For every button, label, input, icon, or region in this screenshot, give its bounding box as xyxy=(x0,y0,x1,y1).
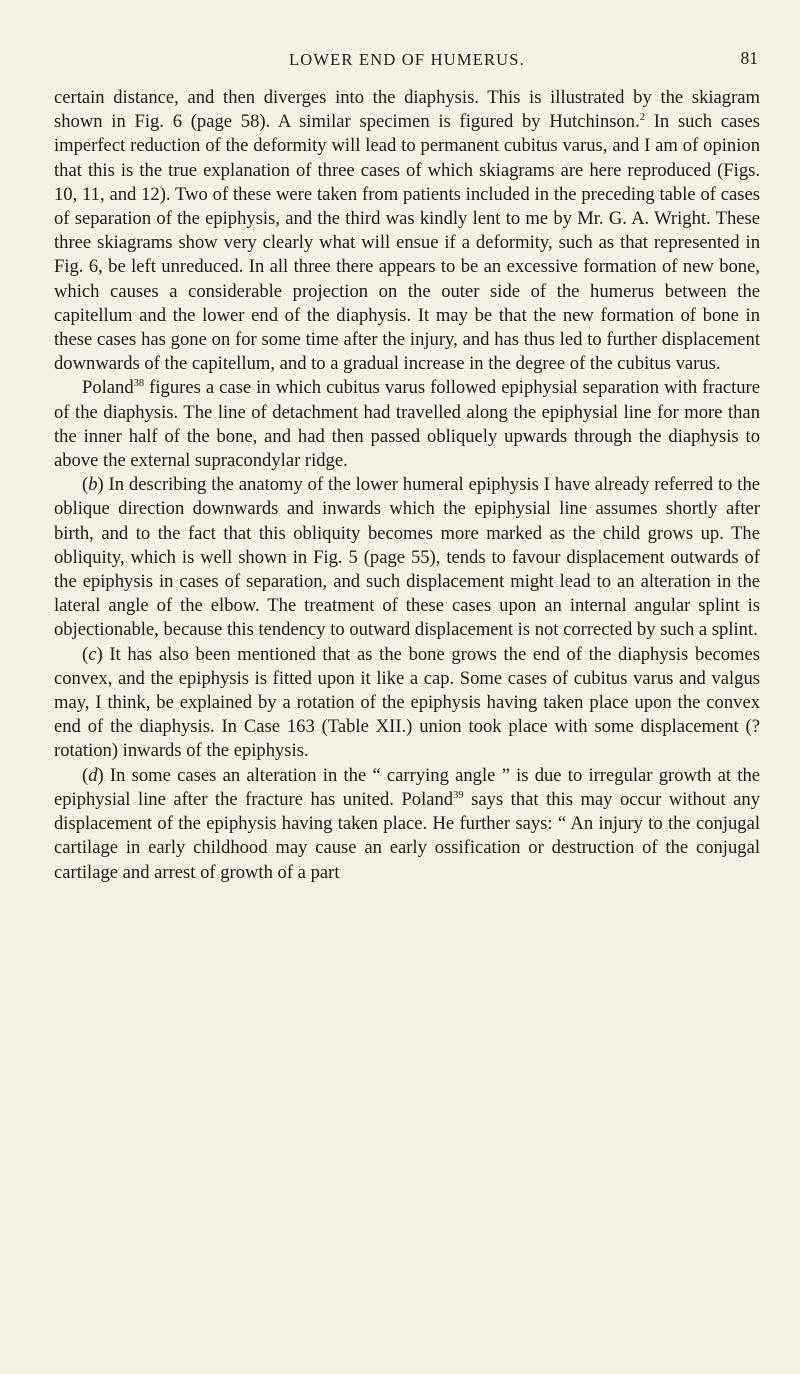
footnote-ref: 2 xyxy=(639,112,645,124)
paragraph-2 xyxy=(54,376,760,473)
page-number: 81 xyxy=(740,48,758,68)
text-run: ( xyxy=(82,643,89,665)
text-run: ( xyxy=(82,474,89,496)
text-run: certain distance, and then diverges into the diaphysis. This is illustrated by the skiagram shown in Fig. 6 (page 58). A similar specimen is figured by Hutchinson. xyxy=(54,87,760,133)
italic-letter: d xyxy=(88,764,98,786)
running-head: LOWER END OF HUMERUS. xyxy=(288,50,526,69)
paragraph-4 xyxy=(54,643,760,764)
text-run: ) In some cases an alteration in the “ carrying angle ” is due to irregular growth at the epiphysial line after the fracture has united. Poland xyxy=(54,764,760,810)
text-run: ( xyxy=(82,764,89,786)
page-header xyxy=(54,44,760,86)
text-run: In such cases imperfect reduction of the deformity will lead to permanent cubitus varus, and I am of opinion that this is the true explanation of three cases of which skiagrams are here reproduced (Figs. 10, 11, and 12). Two of these were taken from patients included in the preceding table of cases of separation of the epiphysis, and the third was kindly lent to me by Mr. G. A. Wright. These three skiagrams show very clearly what will ensue if a deformity, such as that represented in Fig. 6, be left unreduced. In all three there appears to be an excessive formation of new bone, which causes a considerable projection on the outer side of the humerus between the capitellum and the lower end of the diaphysis. It may be that the new formation of bone in these cases has gone on for some time after the injury, and has thus led to further displacement downwards of the capitellum, and to a gradual increase in the degree of the cubitus varus. xyxy=(54,111,760,375)
paragraph-3 xyxy=(54,473,760,642)
footnote-ref: 38 xyxy=(133,378,145,390)
text-run: ) It has also been mentioned that as the bone grows the end of the diaphysis becomes convex, and the epiphysis is fitted upon it like a cap. Some cases of cubitus varus and valgus may, I think, be explained by a rotation of the epiphysis having taken place upon the convex end of the diaphysis. In Case 163 (Table XII.) union took place with some displacement (? rotation) inwards of the epiphysis. xyxy=(54,643,760,762)
text-run: ) In describing the anatomy of the lower humeral epiphysis I have already referred to the oblique direction downwards and inwards which the epiphysial line assumes shortly after birth, and to the fact that this obliquity becomes more marked as the child grows up. The obliquity, which is well shown in Fig. 5 (page 55), tends to favour displacement outwards of the epiphysis in cases of separation, and such displacement might lead to an alteration in the lateral angle of the elbow. The treatment of these cases upon an internal angular splint is objectionable, because this tendency to outward displacement is not corrected by such a splint. xyxy=(54,474,760,641)
book-page xyxy=(54,44,760,885)
paragraph-1 xyxy=(54,86,760,376)
italic-letter: c xyxy=(88,643,97,665)
text-run: says that this may occur without any displacement of the epiphysis having taken place. He further says: “ An injury to the conjugal cartilage in early childhood may cause an early ossification or destruction of the conjugal cartilage and arrest of growth of a part xyxy=(54,788,760,883)
body-text xyxy=(54,86,760,885)
footnote-ref: 39 xyxy=(453,789,464,801)
italic-letter: b xyxy=(88,474,98,496)
paragraph-5 xyxy=(54,764,760,885)
text-run: Poland xyxy=(82,377,134,399)
text-run: figures a case in which cubitus varus followed epiphysial separation with fracture of the diaphysis. The line of detachment had travelled along the epiphysial line for more than the inner half of the bone, and had then passed obliquely upwards through the diaphysis to above the external supracondylar ridge. xyxy=(54,377,760,472)
